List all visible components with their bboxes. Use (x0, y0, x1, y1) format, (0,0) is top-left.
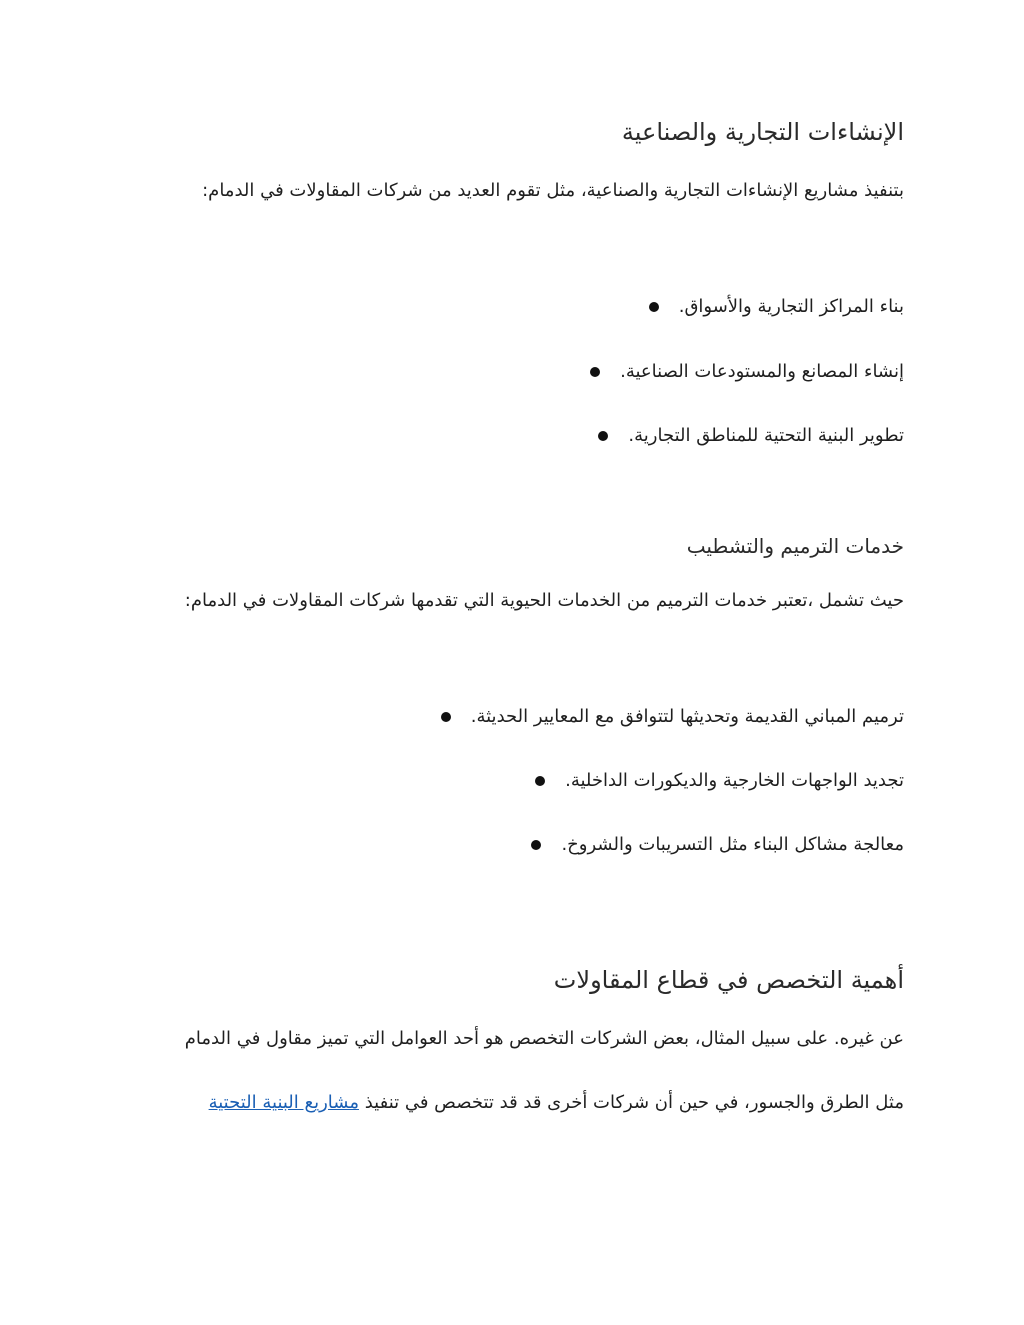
section-intro-commercial-industrial: بتنفيذ مشاريع الإنشاءات التجارية والصناعية، مثل تقوم العديد من شركات المقاولات في الدمام: (202, 180, 904, 201)
list-item (649, 296, 904, 317)
section-heading-commercial-industrial: الإنشاءات التجارية والصناعية (621, 118, 904, 146)
list-item (441, 706, 904, 727)
list-item (535, 770, 904, 791)
bullet-icon (531, 840, 541, 850)
list-item-text: بناء المراكز التجارية والأسواق. (678, 296, 904, 317)
paragraph-line-1: عن غيره. على سبيل المثال، بعض الشركات التخصص هو أحد العوامل التي تميز مقاول في الدمام (184, 1028, 904, 1049)
section-heading-specialization: أهمية التخصص في قطاع المقاولات (553, 966, 904, 994)
infrastructure-projects-link[interactable]: مشاريع البنية التحتية (208, 1092, 359, 1113)
bullet-icon (590, 367, 600, 377)
list-item-text: معالجة مشاكل البناء مثل التسريبات والشروخ. (561, 834, 904, 855)
bullet-icon (441, 712, 451, 722)
list-item-text: ترميم المباني القديمة وتحديثها لتتوافق مع المعايير الحديثة. (470, 706, 904, 727)
list-item (531, 834, 904, 855)
list-item (598, 425, 904, 446)
list-item-text: تجديد الواجهات الخارجية والديكورات الداخلية. (565, 770, 904, 791)
list-item-text: إنشاء المصانع والمستودعات الصناعية. (620, 361, 904, 382)
paragraph-line-2 (209, 1092, 904, 1113)
bullet-icon (535, 776, 545, 786)
paragraph-line-2-text: مثل الطرق والجسور، في حين أن شركات أخرى قد قد تتخصص في تنفيذ (358, 1092, 904, 1113)
bullet-icon (649, 302, 659, 312)
section-heading-restoration: خدمات الترميم والتشطيب (686, 534, 904, 558)
section-intro-restoration: حيث تشمل ،تعتبر خدمات الترميم من الخدمات الحيوية التي تقدمها شركات المقاولات في الدمام: (184, 590, 904, 611)
list-item-text: تطوير البنية التحتية للمناطق التجارية. (628, 425, 904, 446)
bullet-icon (598, 431, 608, 441)
list-item (590, 361, 904, 382)
